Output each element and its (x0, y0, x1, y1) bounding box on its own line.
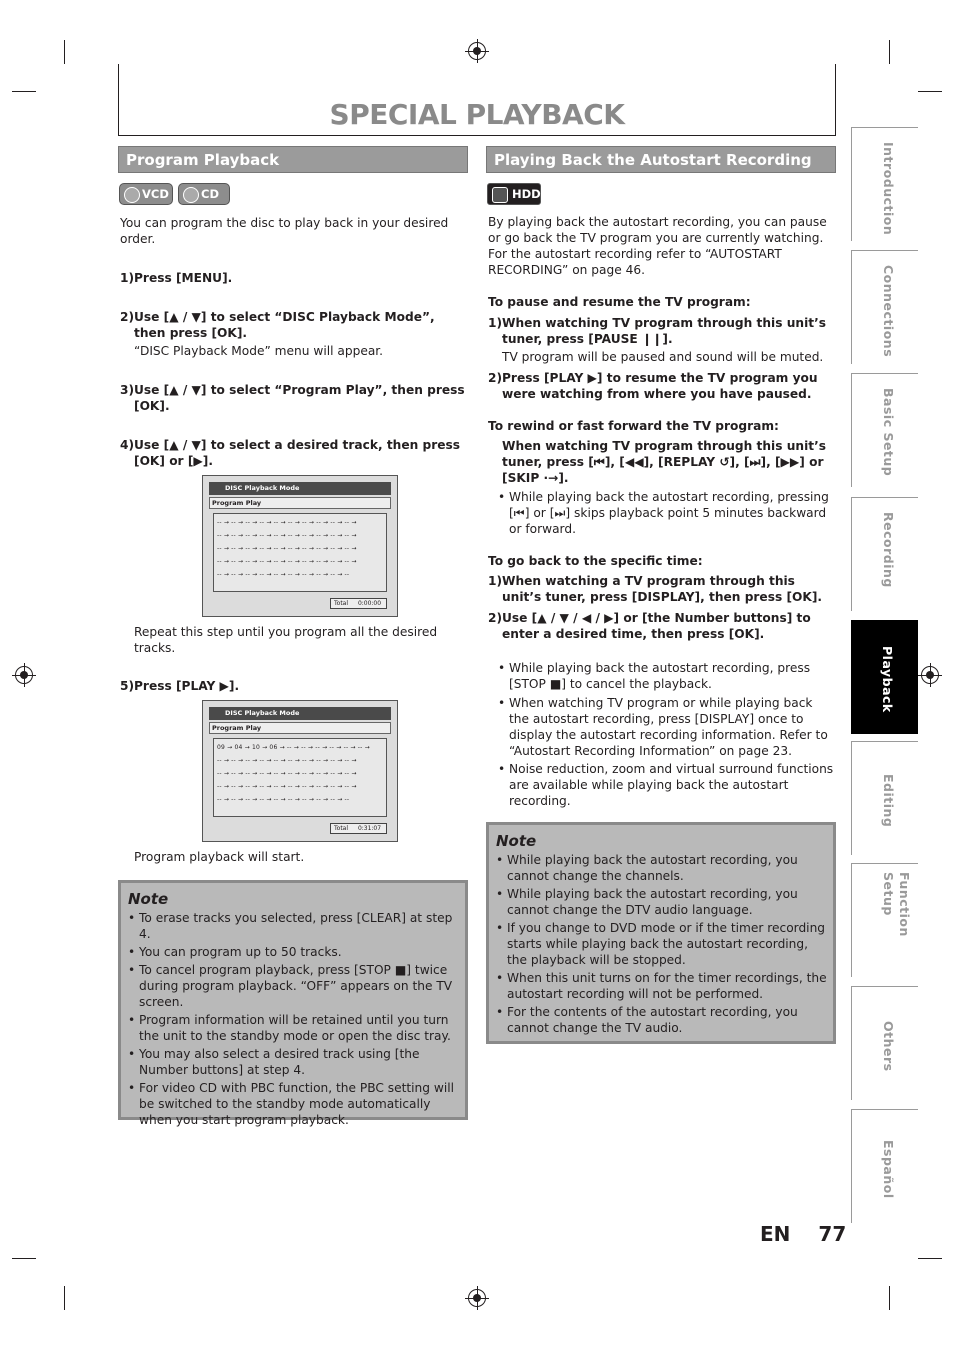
tab-basic-setup[interactable] (851, 373, 918, 487)
registration-mark-icon (15, 666, 33, 684)
note-box-program-playback (118, 880, 468, 1127)
rewind-bullet: • While playing back the autostart recording, pressing [⏮] or [⏭] skips playback point 5 minutes backward or forward. (495, 489, 832, 537)
subheading-rewind-forward: To rewind or fast forward the TV program: (488, 419, 779, 433)
tab-label: Connections (881, 265, 896, 358)
crop-mark (12, 1258, 36, 1259)
note-item: • To cancel program playback, press [STOP ■] twice during program playback. “OFF” appears on the TV screen. (121, 962, 465, 1010)
vcd-disc-icon: VCD (119, 183, 173, 205)
tab-editing[interactable] (851, 741, 918, 855)
tab-label: Basic Setup (881, 388, 896, 477)
pause-step-1-result: TV program will be paused and sound will be muted. (502, 350, 824, 364)
time-step-1 (488, 573, 833, 605)
step-1 (120, 270, 465, 286)
step-number: 2) (120, 310, 135, 324)
tab-label: Function Setup (881, 872, 912, 937)
step-text: Press [MENU]. (134, 271, 233, 285)
step-text: Use [▲ / ▼] to select a desired track, then press [OK] or [▶]. (134, 438, 461, 468)
osd-screen-program-play-empty (202, 475, 398, 617)
step-number: 5) (120, 679, 135, 693)
osd-track-row: -- → -- → -- → -- → -- → -- → -- → -- → -- → -- → (217, 783, 357, 790)
note-item: • For the contents of the autostart recording, you cannot change the TV audio. (489, 1004, 833, 1036)
crop-mark (12, 91, 36, 92)
osd-total-value: 0:31:07 (357, 825, 382, 832)
section-heading-autostart-playback: Playing Back the Autostart Recording (486, 146, 836, 173)
osd-track-row: -- → -- → -- → -- → -- → -- → -- → -- → -- → -- → (217, 558, 357, 565)
step-text: When watching TV program through this unit’s tuner, press [PAUSE ❙❙]. (502, 316, 826, 346)
step-2 (120, 309, 465, 341)
registration-mark-icon (921, 666, 939, 684)
note-title: Note (496, 832, 537, 850)
tab-recording[interactable] (851, 497, 918, 611)
page-number: 77 (818, 1222, 847, 1246)
note-item: • To erase tracks you selected, press [CLEAR] at step 4. (121, 910, 465, 942)
step-2-result: “DISC Playback Mode” menu will appear. (134, 344, 384, 358)
title-frame (118, 64, 836, 136)
crop-mark (918, 91, 942, 92)
page-footer (760, 1222, 846, 1246)
page-title: SPECIAL PLAYBACK (329, 98, 625, 131)
registration-mark-icon (468, 42, 486, 60)
step-number: 1) (488, 316, 503, 330)
crop-mark (64, 1286, 65, 1310)
crop-mark (918, 1258, 942, 1259)
osd-total-value: 0:00:00 (357, 600, 382, 607)
osd-header: DISC Playback Mode (209, 482, 391, 495)
intro-text: By playing back the autostart recording, you can pause or go back the TV program you are currently watching. For the autostart recording refer to “AUTOSTART RECORDING” on page 46. (488, 215, 827, 277)
tab-introduction[interactable] (851, 127, 918, 241)
pause-step-2 (488, 370, 833, 402)
osd-header: DISC Playback Mode (209, 707, 391, 720)
osd-track-row: -- → -- → -- → -- → -- → -- → -- → -- → -- → -- → (217, 757, 357, 764)
info-bullet: • While playing back the autostart recording, press [STOP ■] to cancel the playback. (495, 660, 835, 692)
note-item: • If you change to DVD mode or if the timer recording starts while playing back the autostart recording, the playback will be stopped. (489, 920, 833, 968)
osd-subheader: Program Play (209, 722, 391, 734)
note-item: • While playing back the autostart recording, you cannot change the channels. (489, 852, 833, 884)
info-bullet: • When watching TV program or while playing back the autostart recording, press [DISPLAY] once to display the autostart recording information. Refer to “Autostart Recording Information” on page 23. (495, 695, 835, 759)
language-label: EN (760, 1222, 791, 1246)
step-text: When watching a TV program through this unit’s tuner, press [DISPLAY], then press [OK]. (502, 574, 823, 604)
step-text: Press [PLAY ▶] to resume the TV program you were watching from where you have paused. (502, 371, 818, 401)
osd-track-row: -- → -- → -- → -- → -- → -- → -- → -- → -- → -- → (217, 532, 357, 539)
tab-label: Editing (881, 774, 896, 828)
note-item: • Program information will be retained until you turn the unit to the standby mode or open the disc tray. (121, 1012, 465, 1044)
step-5-result: Program playback will start. (134, 850, 305, 864)
tab-label: Introduction (881, 142, 896, 236)
osd-total (330, 823, 387, 834)
tab-espanol[interactable] (851, 1109, 918, 1223)
tab-playback[interactable] (851, 620, 918, 734)
step-number: 2) (488, 371, 503, 385)
tab-label: Playback (880, 646, 895, 713)
registration-mark-icon (468, 1289, 486, 1307)
step-number: 3) (120, 383, 135, 397)
subheading-pause-resume: To pause and resume the TV program: (488, 295, 751, 309)
step-number: 1) (120, 271, 135, 285)
cd-disc-icon: CD (178, 183, 230, 205)
note-item: • You may also select a desired track using [the Number buttons] at step 4. (121, 1046, 465, 1078)
step-4 (120, 437, 465, 469)
osd-track-row: -- → -- → -- → -- → -- → -- → -- → -- → -- → -- (217, 571, 350, 578)
tab-connections[interactable] (851, 250, 918, 364)
osd-total-label: Total (334, 600, 349, 607)
tab-label: Recording (881, 512, 896, 588)
osd-total (330, 598, 387, 609)
step-5 (120, 678, 465, 694)
hdd-icon: HDD (487, 183, 541, 205)
tab-label: Others (881, 1021, 896, 1072)
step-number: 1) (488, 574, 503, 588)
subheading-specific-time: To go back to the specific time: (488, 554, 703, 568)
tab-others[interactable] (851, 986, 918, 1100)
osd-track-row: 09 → 04 → 10 → 06 → -- → -- → -- → -- → -- → -- → (217, 744, 370, 751)
osd-total-label: Total (334, 825, 349, 832)
pause-step-1 (488, 315, 833, 347)
note-item: • You can program up to 50 tracks. (121, 944, 465, 960)
note-item: • When this unit turns on for the timer recordings, the autostart recording will not be performed. (489, 970, 833, 1002)
note-item: • While playing back the autostart recording, you cannot change the DTV audio language. (489, 886, 833, 918)
step-text: Use [▲ / ▼] to select “DISC Playback Mode”, then press [OK]. (134, 310, 435, 340)
note-box-autostart (486, 822, 836, 1044)
osd-track-grid (213, 513, 387, 592)
osd-track-row: -- → -- → -- → -- → -- → -- → -- → -- → -- → -- (217, 796, 350, 803)
tab-label: Español (881, 1140, 896, 1199)
section-heading-program-playback: Program Playback (118, 146, 468, 173)
intro-text: You can program the disc to play back in your desired order. (120, 216, 449, 246)
step-number: 2) (488, 611, 503, 625)
osd-track-row: -- → -- → -- → -- → -- → -- → -- → -- → -- → -- → (217, 770, 357, 777)
osd-track-grid (213, 738, 387, 817)
note-item: • For video CD with PBC function, the PBC setting will be switched to the standby mode automatically when you start program playback. (121, 1080, 465, 1128)
step-text: Press [PLAY ▶]. (134, 679, 240, 693)
step-4-result: Repeat this step until you program all the desired tracks. (134, 625, 438, 655)
tab-function-setup[interactable] (851, 863, 918, 977)
step-number: 4) (120, 438, 135, 452)
info-bullet: • Noise reduction, zoom and virtual surround functions are available while playing back the autostart recording. (495, 761, 835, 809)
step-text: Use [▲ / ▼] to select “Program Play”, then press [OK]. (134, 383, 465, 413)
osd-screen-program-play-filled (202, 700, 398, 842)
step-3 (120, 382, 465, 414)
note-title: Note (128, 890, 169, 908)
time-step-2 (488, 610, 833, 642)
rewind-instruction: When watching TV program through this unit’s tuner, press [⏮], [◀◀], [REPLAY ↺], [⏭], [▶▶] or [SKIP ·→]. (502, 439, 826, 485)
osd-subheader: Program Play (209, 497, 391, 509)
osd-track-row: -- → -- → -- → -- → -- → -- → -- → -- → -- → -- → (217, 519, 357, 526)
step-text: Use [▲ / ▼ / ◀ / ▶] or [the Number buttons] to enter a desired time, then press [OK]. (502, 611, 811, 641)
crop-mark (889, 40, 890, 64)
crop-mark (64, 40, 65, 64)
crop-mark (889, 1286, 890, 1310)
osd-track-row: -- → -- → -- → -- → -- → -- → -- → -- → -- → -- → (217, 545, 357, 552)
